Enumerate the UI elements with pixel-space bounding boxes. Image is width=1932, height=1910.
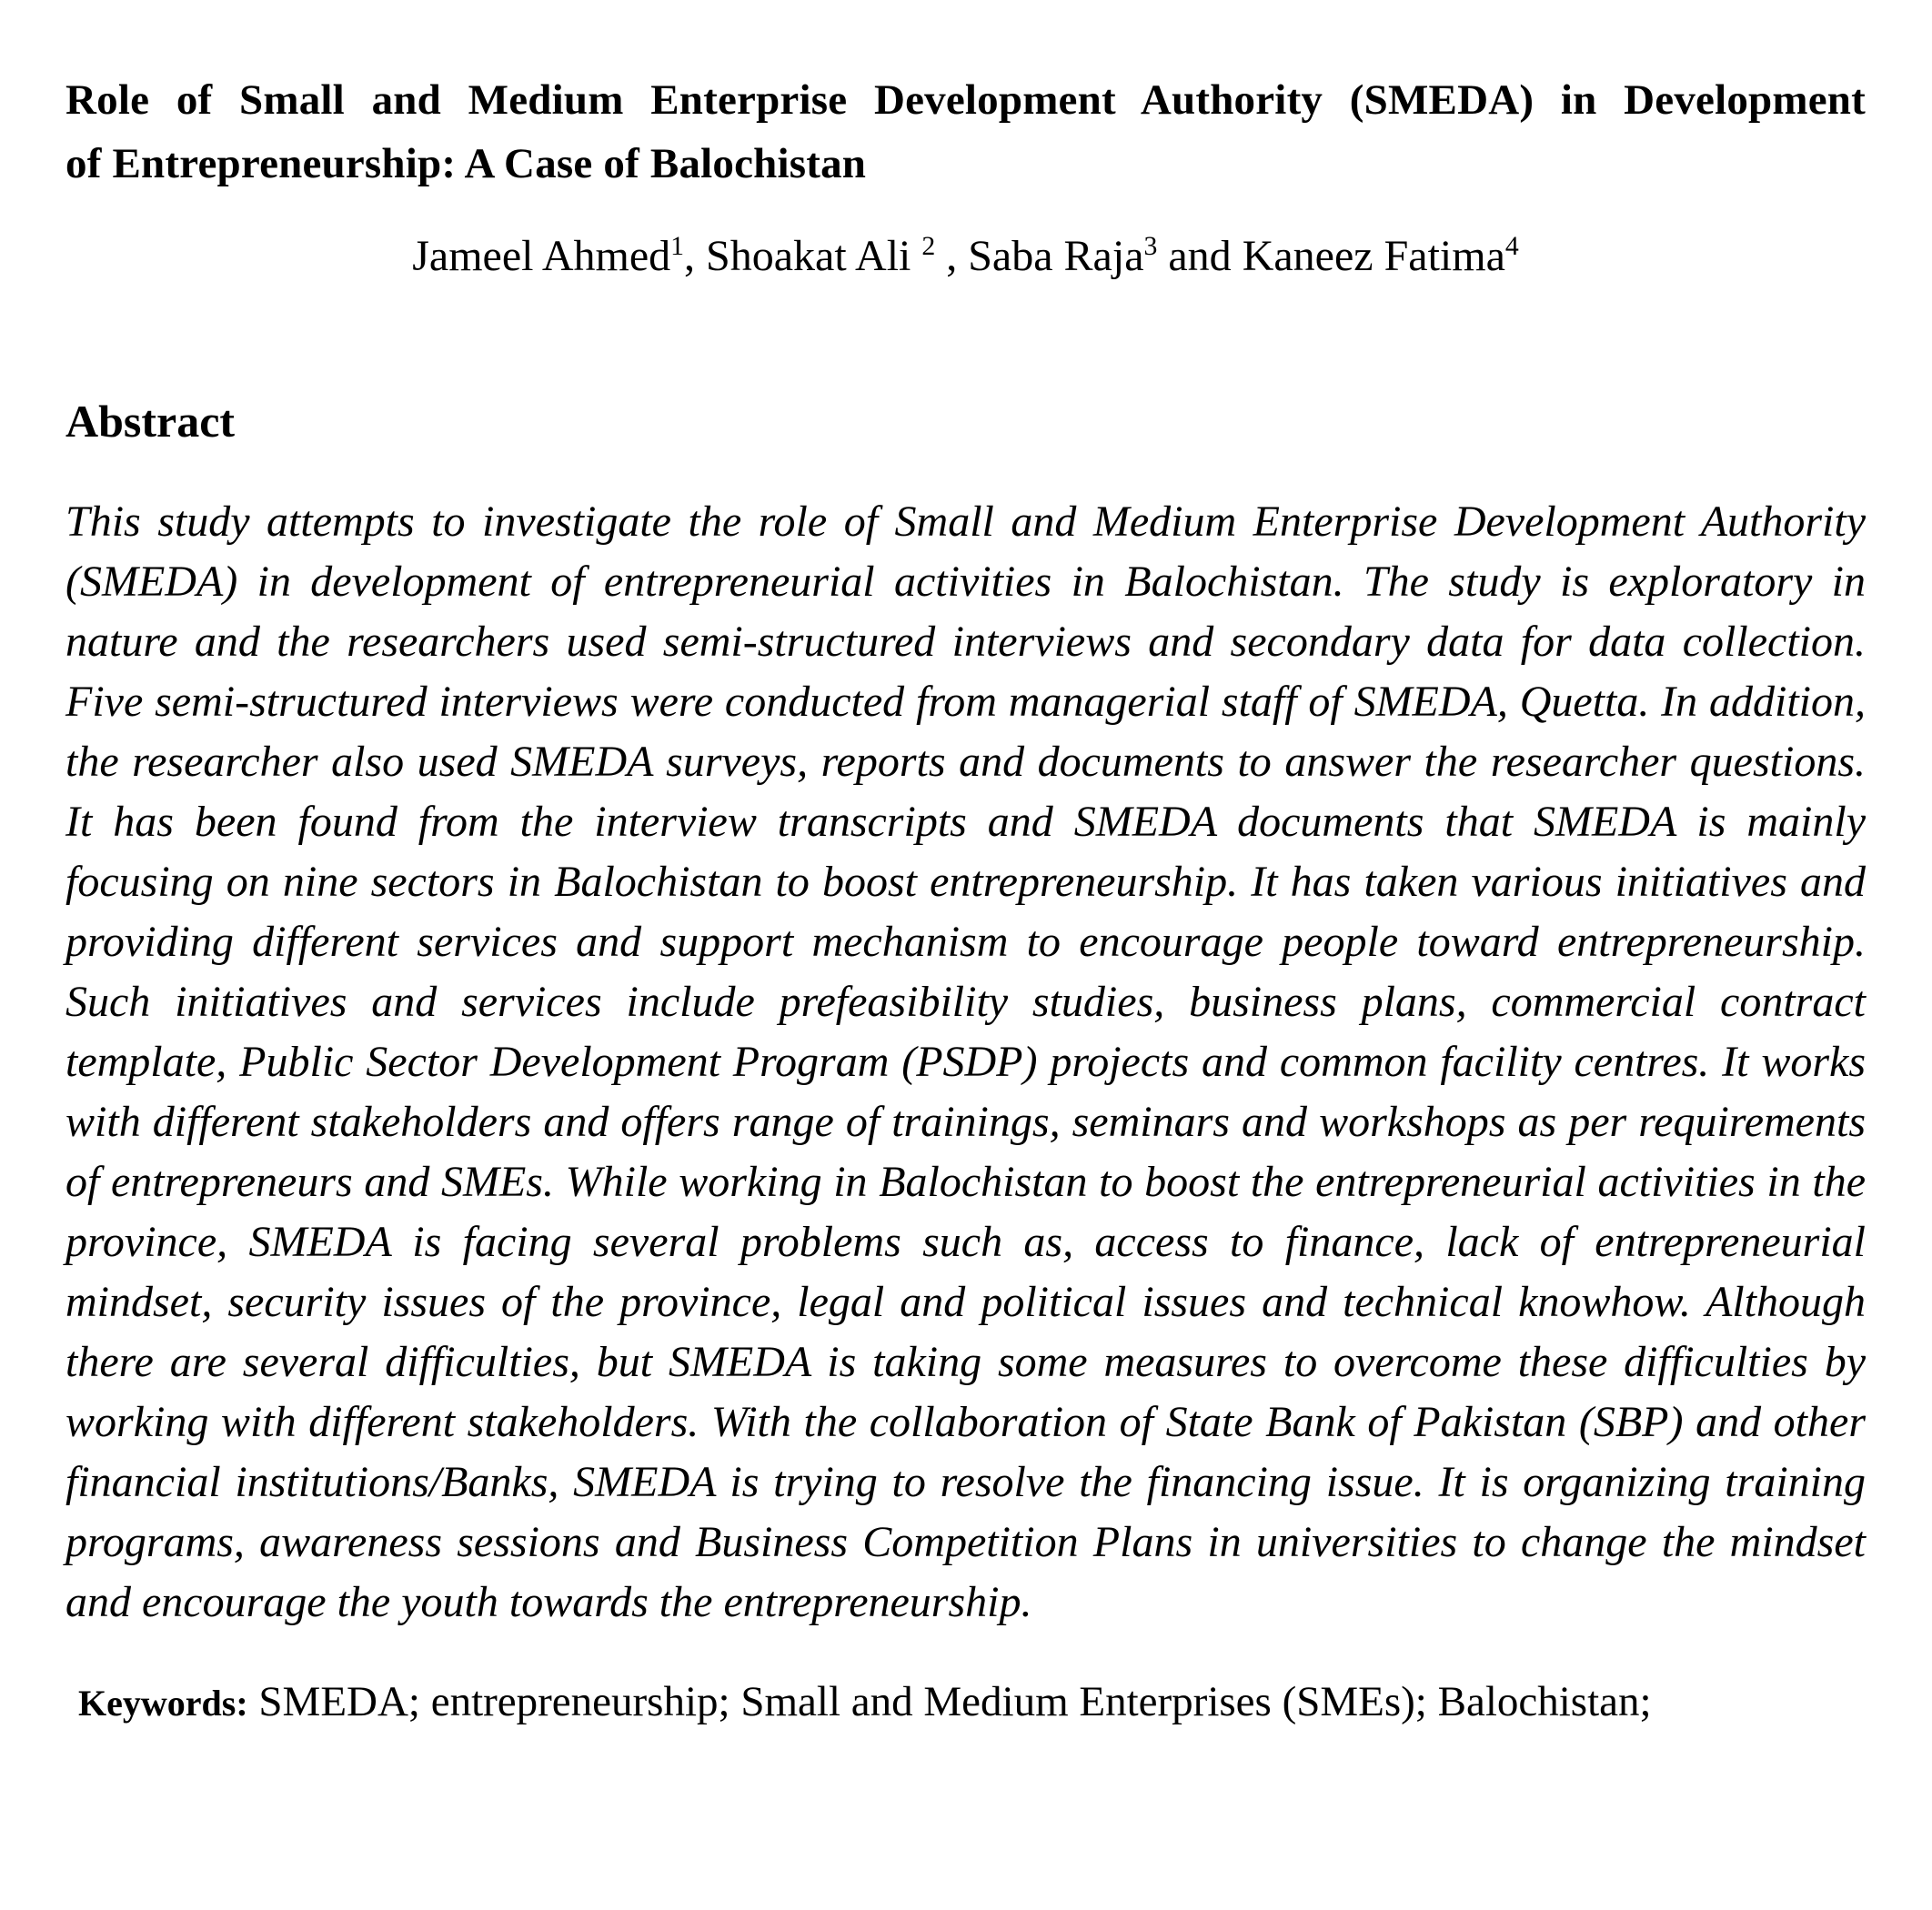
- author-name: Kaneez Fatima: [1242, 232, 1505, 280]
- paper-title-line2: of Entrepreneurship: A Case of Balochistan: [65, 140, 867, 187]
- author-name: Shoakat Ali: [706, 232, 922, 280]
- paper-title: [65, 68, 1866, 196]
- authors-line: Jameel Ahmed$^1$, Shoakat Ali $^2$ , Saba Raja$^3$ and Kaneez Fatima$^4$: [412, 231, 1519, 280]
- paper-title-line1: Role of Small and Medium Enterprise Development Authority (SMEDA) in Development: [65, 76, 1866, 124]
- keywords-line: [65, 1672, 1866, 1734]
- keywords-label: Keywords:: [78, 1683, 248, 1724]
- author-name: Saba Raja: [968, 232, 1144, 280]
- keywords-value: SMEDA; entrepreneurship; Small and Medium Enterprises (SMEs); Balochistan;: [258, 1678, 1652, 1725]
- abstract-heading: Abstract: [65, 396, 236, 447]
- author-name: Jameel Ahmed: [412, 232, 671, 280]
- author-affiliation-sup: 3: [1143, 231, 1158, 261]
- abstract-body: This study attempts to investigate the role of Small and Medium Enterprise Development Authority (SMEDA) in development of entrepreneurial activities in Balochistan. The study is exploratory in nature and the researchers used semi-structured interviews and secondary data for data collection. Five semi-structured interviews were conducted from managerial staff of SMEDA, Quetta. In addition, the researcher also used SMEDA surveys, reports and documents to answer the researcher questions. It has been found from the interview transcripts and SMEDA documents that SMEDA is mainly focusing on nine sectors in Balochistan to boost entrepreneurship. It has taken various initiatives and providing different services and support mechanism to encourage people toward entrepreneurship. Such initiatives and services include prefeasibility studies, business plans, commercial contract template, Public Sector Development Program (PSDP) projects and common facility centres. It works with different stakeholders and offers range of trainings, seminars and workshops as per requirements of entrepreneurs and SMEs. While working in Balochistan to boost the entrepreneurial activities in the province, SMEDA is facing several problems such as, access to finance, lack of entrepreneurial mindset, security issues of the province, legal and political issues and technical knowhow. Although there are several difficulties, but SMEDA is taking some measures to overcome these difficulties by working with different stakeholders. With the collaboration of State Bank of Pakistan (SBP) and other financial institutions/Banks, SMEDA is trying to resolve the financing issue. It is organizing training programs, awareness sessions and Business Competition Plans in universities to change the mindset and encourage the youth towards the entrepreneurship.: [65, 498, 1866, 1626]
- author-affiliation-sup: 4: [1504, 231, 1519, 261]
- author-affiliation-sup: 2: [921, 231, 936, 261]
- author-affiliation-sup: 1: [670, 231, 685, 261]
